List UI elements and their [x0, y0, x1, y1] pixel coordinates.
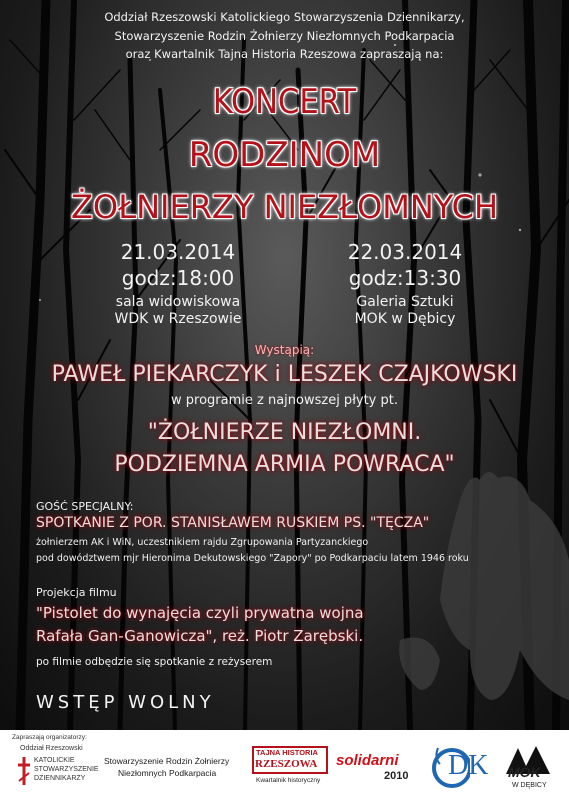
- tajna-historia-logo: [252, 746, 332, 790]
- organizers-label: Zapraszają organizatorzy:: [12, 734, 87, 741]
- film-title-line-2: Rafała Gan-Ganowicza", reż. Piotr Zarębski.: [36, 627, 364, 645]
- tajna-subtitle: Kwartalnik historyczny: [256, 777, 321, 784]
- wdk-logo: [428, 742, 498, 794]
- organizers-line-1: Oddział Rzeszowski Katolickiego Stowarzyszenia Dziennikarzy,: [104, 10, 465, 24]
- sponsors-footer: [0, 730, 569, 800]
- performers-names: PAWEŁ PIEKARCZYK i LESZEK CZAJKOWSKI: [51, 362, 518, 387]
- album-title-line-2: PODZIEMNA ARMIA POWRACA": [114, 452, 455, 477]
- mok-letters: MOK: [508, 764, 541, 780]
- guest-label: GOŚĆ SPECJALNY:: [36, 500, 134, 513]
- tajna-line-2: RZESZOWA: [255, 758, 318, 770]
- title-line-3: ŻOŁNIERZY NIEZŁOMNYCH: [71, 188, 498, 226]
- ksd-line-2: STOWARZYSZENIE: [34, 766, 99, 773]
- film-title-line-1: "Pistolet do wynajęcia czyli prywatna wojna: [36, 604, 364, 622]
- title-line-1: KONCERT: [212, 82, 357, 122]
- organizers-line-2: Stowarzyszenie Rodzin Żołnierzy Niezłomnych Podkarpacia: [114, 29, 455, 43]
- solidarni-year: 2010: [384, 770, 409, 782]
- event-venue-line-1: sala widowiskowa: [115, 294, 241, 310]
- organizers-line-3: oraz Kwartalnik Tajna Historia Rzeszowa zapraszają na:: [125, 47, 444, 61]
- guest-title: SPOTKANIE Z POR. STANISŁAWEM RUSKIEM PS. "TĘCZA": [36, 515, 430, 531]
- ksd-logo: [12, 745, 102, 795]
- solidarni-logo: solidarni: [336, 752, 399, 769]
- event-venue-line-1: Galeria Sztuki: [356, 294, 454, 310]
- wdk-letters: DK: [448, 750, 489, 781]
- event-left: [78, 240, 278, 327]
- cross-icon: [16, 757, 32, 785]
- event-venue-line-2: MOK w Dębicy: [354, 311, 456, 327]
- guest-desc-line-1: żołnierzem AK i WiN, uczestnikiem rajdu Zgrupowania Partyzanckiego: [36, 537, 369, 548]
- event-date: 21.03.2014: [120, 240, 236, 264]
- film-label: Projekcja filmu: [36, 586, 117, 599]
- srzn-line-2: Niezłomnych Podkarpacia: [118, 768, 217, 778]
- event-venue-line-2: WDK w Rzeszowie: [114, 311, 242, 327]
- event-right: [305, 240, 505, 327]
- mok-logo: [500, 744, 564, 794]
- eagle-emblem-icon: [399, 472, 569, 700]
- free-entry: WSTĘP WOLNY: [36, 692, 215, 713]
- program-note: w programie z najnowszej płyty pt.: [171, 393, 398, 408]
- srzn-line-1: Stowarzyszenie Rodzin Żołnierzy: [104, 756, 230, 766]
- performers-label: Wystąpią:: [254, 343, 315, 357]
- guest-desc-line-2: pod dowództwem mjr Hieronima Dekutowskiego "Zapory" po Podkarpaciu latem 1946 roku: [36, 553, 469, 564]
- album-title-line-1: "ŻOŁNIERZE NIEZŁOMNI.: [147, 420, 422, 445]
- event-date: 22.03.2014: [347, 240, 463, 264]
- title-line-2: RODZINOM: [188, 135, 381, 175]
- event-time: godz:18:00: [121, 266, 235, 290]
- ksd-line-1: KATOLICKIE: [34, 757, 75, 764]
- ksd-line-3: DZIENNIKARZY: [34, 775, 86, 782]
- event-time: godz:13:30: [348, 266, 462, 290]
- tajna-line-1: TAJNA HISTORIA: [256, 748, 318, 757]
- mok-subtitle: W DĘBICY: [512, 782, 547, 789]
- film-note: po filmie odbędzie się spotkanie z reżyserem: [36, 656, 273, 668]
- ksd-branch: Oddział Rzeszowski: [20, 745, 83, 752]
